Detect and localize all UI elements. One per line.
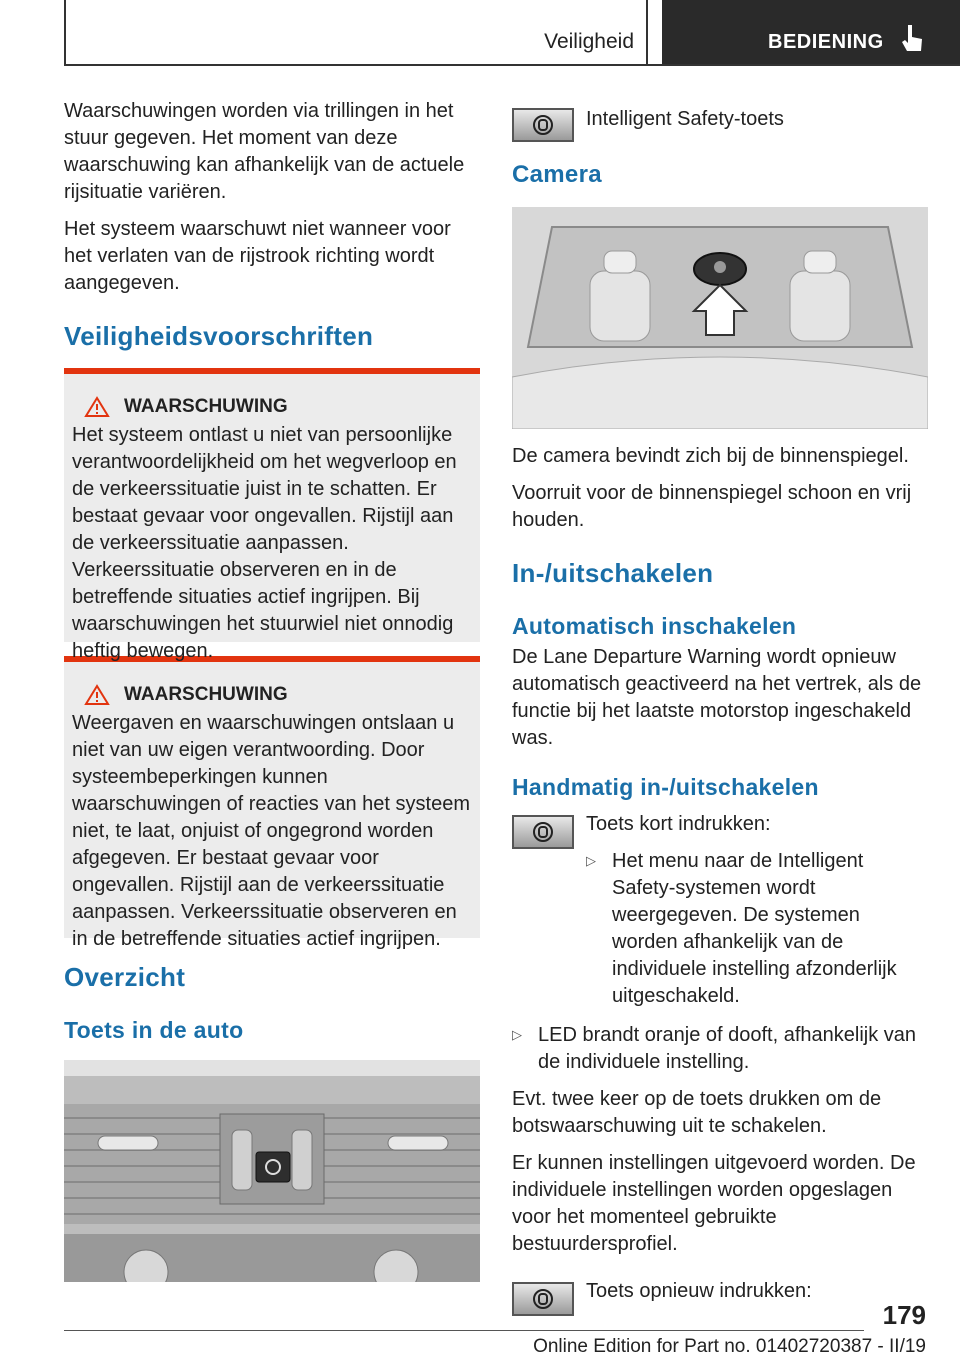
section-title: Veiligheid [544,30,634,53]
intro-paragraph: Het systeem waarschuwt niet wanneer voor het verlaten van de rijstrook richting wordt aangegeven. [64,218,451,294]
section-tab [64,0,648,64]
warning-box [64,656,480,950]
warning-text: Weergaven en waarschuwingen ontslaan u niet van uw eigen verantwoording. Door systeembeperkingen kunnen waarschuwingen of reacties van het systeem niet, te laat, onjuist of ongegrond worden afgegeven. Er bestaat gevaar voor ongevallen. Rijstijl aan de verkeerssituatie aanpassen. Verkeerssituatie observeren en in de betreffende situaties actief ingrijpen. [72,712,470,950]
camera-text: De camera bevindt zich bij de binnenspiegel. [512,445,909,467]
manual-steps [586,807,928,1020]
overview-heading: Overzicht [64,962,186,992]
bullet-text: Het menu naar de Intelligent Safety-systemen wordt weergegeven. De systemen worden afhankelijk van de individuele instelling afzonderlijk uitgeschakeld. [612,850,897,1007]
footer-rule [64,1330,864,1331]
list-item [512,1022,928,1086]
list-item [586,848,928,1020]
safety-key-button [512,815,574,849]
bullet-triangle-icon: ▷ [512,1027,522,1042]
auto-text: De Lane Departure Warning wordt opnieuw automatisch geactiveerd na het vertrek, als de functie bij het laatste motorstop ingeschakeld was. [512,646,922,749]
chapter-title: BEDIENING [768,31,884,53]
press-again-text: Toets opnieuw indrukken: [586,1280,812,1302]
warning-text: Het systeem ontlast u niet van persoonlijke verantwoordelijkheid om het wegverloop en de verkeerssituatie juist in te schatten. Er bestaat gevaar voor ongevallen. Rijstijl aan de verkeerssituatie aanpassen. Verkeerssituatie observeren en in de betreffende situaties actief ingrijpen. Bij waarschuwingen het stuurwiel niet onnodig heftig bewegen. [72,424,457,662]
warning-title: WAARSCHUWING [72,396,472,418]
bullet-text: LED brandt oranje of dooft, afhankelijk van de individuele instelling. [538,1024,917,1073]
key-row [512,1274,928,1316]
manual-heading: Handmatig in-/uitschakelen [512,774,819,800]
hand-pointer-icon [898,22,926,54]
key-label: Intelligent Safety-toets [586,108,784,130]
key-row [512,807,928,1020]
warning-triangle-icon [84,396,110,418]
chapter-tab [662,0,960,64]
camera-heading: Camera [512,161,602,188]
bullet-triangle-icon: ▷ [586,853,596,868]
warning-triangle-icon [84,684,110,706]
intro-paragraph: Waarschuwingen worden via trillingen in het stuur gegeven. Het moment van deze waarschuwing kan afhankelijk van de actuele rijsituatie variëren. [64,100,465,203]
safety-key-button [512,1282,574,1316]
warning-title: WAARSCHUWING [72,684,472,706]
intelligent-safety-icon [532,1288,554,1310]
intelligent-safety-icon [532,114,554,136]
left-column [64,98,480,1282]
right-column [512,98,928,1316]
camera-text: Voorruit voor de binnenspiegel schoon en vrij houden. [512,482,912,531]
warning-box [64,368,480,662]
header-rule [64,64,960,66]
page-number: 179 [882,1300,926,1330]
edition-text: Online Edition for Part no. 01402720387 - II/19 [533,1336,926,1357]
safety-key-button [512,108,574,142]
dashboard-button-photo [64,1060,480,1282]
button-heading: Toets in de auto [64,1017,244,1043]
onoff-heading: In-/uitschakelen [512,558,714,588]
camera-photo [512,207,928,429]
extra-text: Er kunnen instellingen uitgevoerd worden. De individuele instellingen worden opgeslagen voor het momenteel gebruikte bestuurdersprofiel. [512,1152,916,1255]
extra-text: Evt. twee keer op de toets drukken om de botswaarschuwing uit te schakelen. [512,1088,882,1137]
auto-heading: Automatisch inschakelen [512,613,797,639]
press-short-text: Toets kort indrukken: [586,813,771,835]
key-row [512,100,928,143]
intelligent-safety-icon [532,821,554,843]
safety-heading: Veiligheidsvoorschriften [64,321,374,351]
